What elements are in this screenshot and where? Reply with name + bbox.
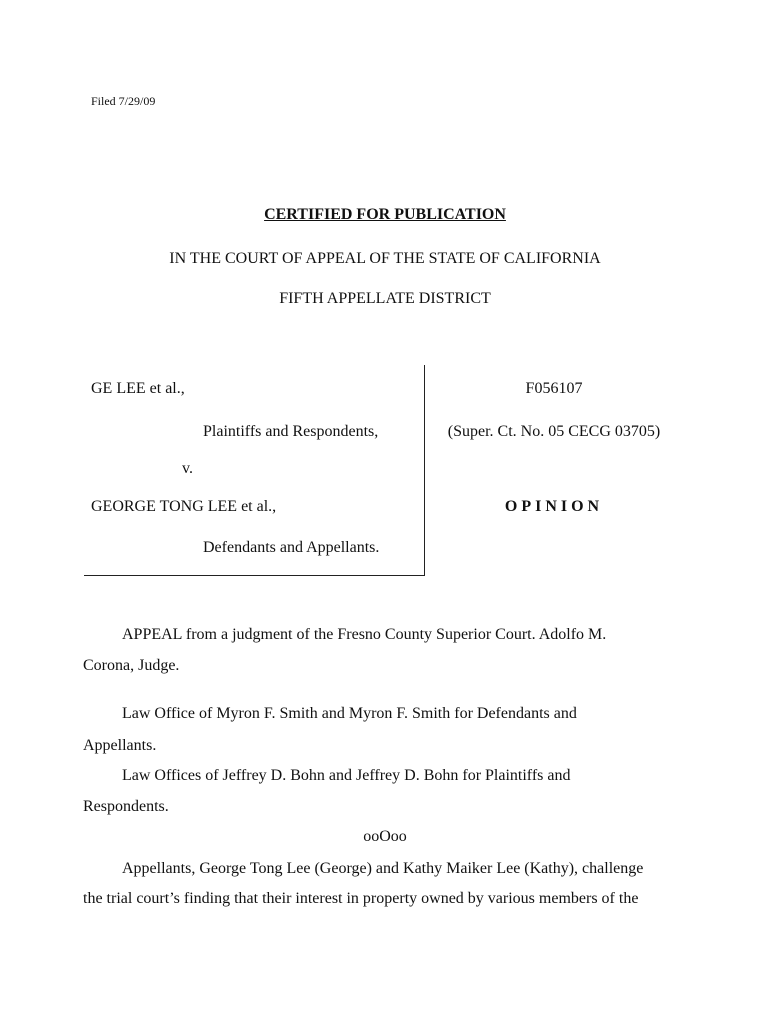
counsel-appellants-line-1: Law Office of Myron F. Smith and Myron F. Smith for Defendants and	[122, 705, 577, 722]
court-name: IN THE COURT OF APPEAL OF THE STATE OF CALIFORNIA	[169, 250, 601, 267]
opinion-paragraph-line-1: Appellants, George Tong Lee (George) and Kathy Maiker Lee (Kathy), challenge	[122, 860, 644, 877]
opinion-label: OPINION	[504, 498, 604, 515]
section-separator: ooOoo	[363, 828, 407, 845]
filed-date: Filed 7/29/09	[91, 94, 156, 108]
docket-number: F056107	[525, 380, 583, 397]
district-name: FIFTH APPELLATE DISTRICT	[279, 290, 491, 307]
counsel-respondents-line-2: Respondents.	[83, 798, 169, 815]
counsel-appellants-line-2: Appellants.	[83, 737, 157, 754]
versus-label: v.	[182, 460, 193, 477]
plaintiff-role: Plaintiffs and Respondents,	[203, 423, 379, 440]
defendant-name: GEORGE TONG LEE et al.,	[91, 498, 277, 515]
opinion-paragraph-line-2: the trial court’s finding that their interest in property owned by various members of the	[83, 890, 639, 907]
certification-heading: CERTIFIED FOR PUBLICATION	[264, 206, 506, 223]
appeal-line-1: APPEAL from a judgment of the Fresno County Superior Court. Adolfo M.	[122, 626, 607, 643]
caption-divider-horizontal	[84, 575, 425, 576]
superior-court-number: (Super. Ct. No. 05 CECG 03705)	[447, 423, 661, 440]
plaintiff-name: GE LEE et al.,	[91, 380, 185, 397]
counsel-respondents-line-1: Law Offices of Jeffrey D. Bohn and Jeffrey D. Bohn for Plaintiffs and	[122, 767, 571, 784]
appeal-line-2: Corona, Judge.	[83, 657, 180, 674]
defendant-role: Defendants and Appellants.	[203, 539, 380, 556]
